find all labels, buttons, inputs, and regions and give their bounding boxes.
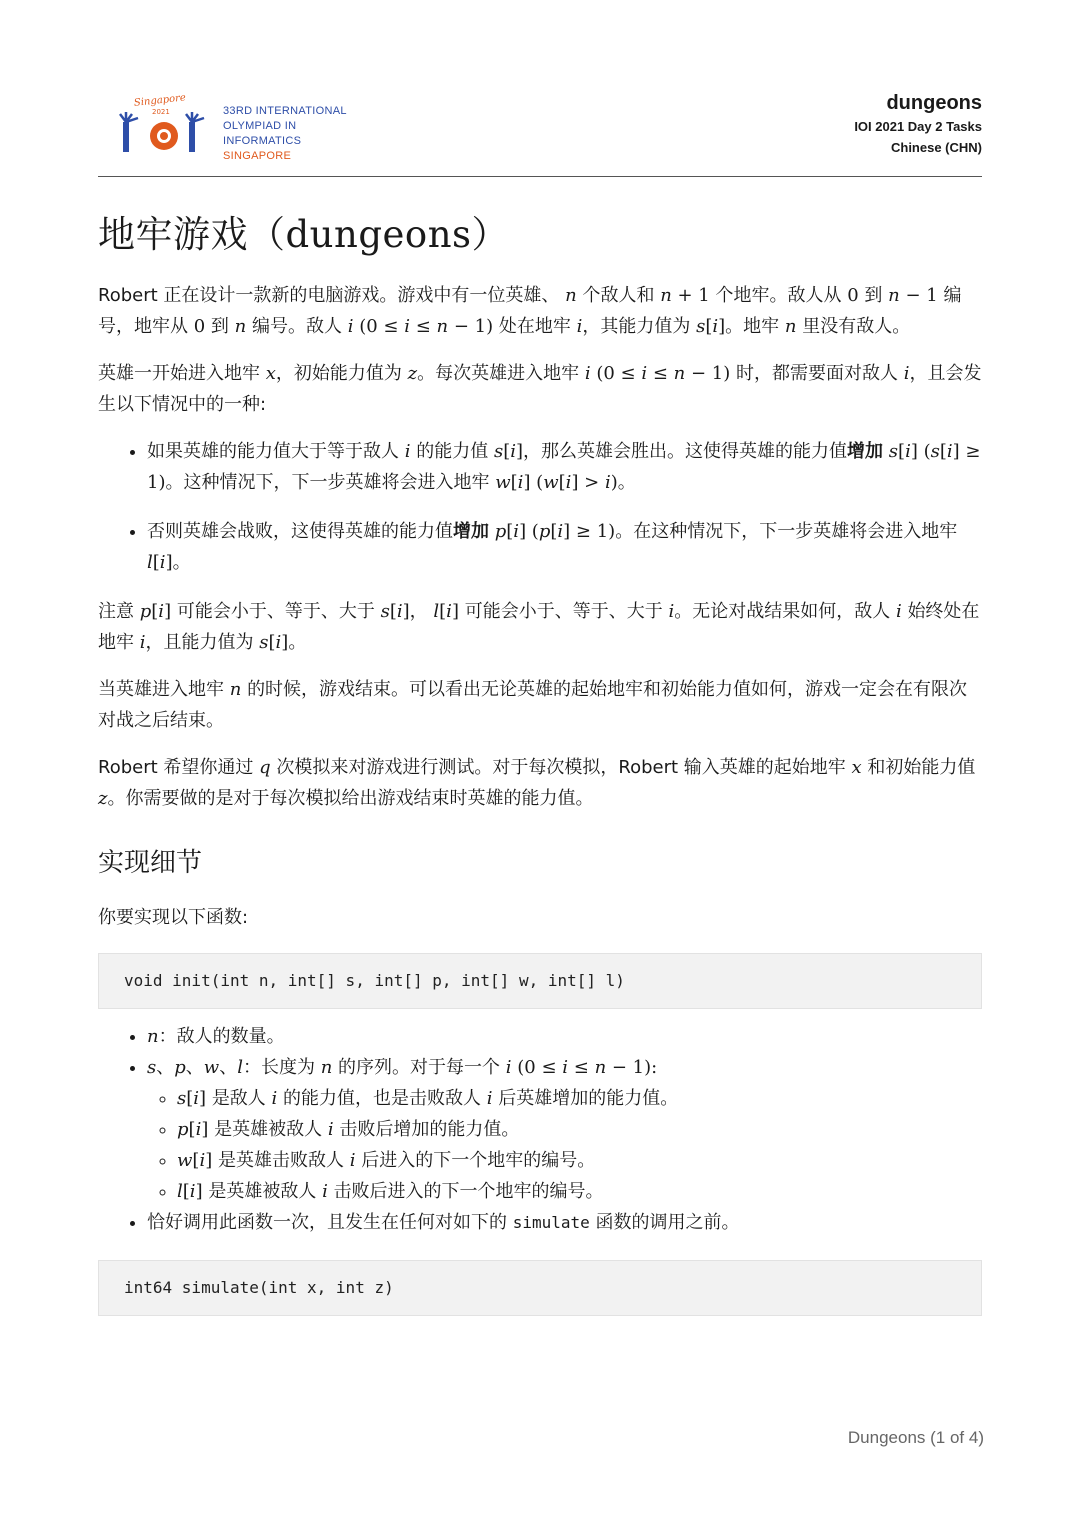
array-s: ◦ s[i] 是敌人 i 的能力值，也是击败敌人 i 后英雄增加的能力值。	[177, 1083, 982, 1114]
logo-line-3: SINGAPORE	[223, 150, 292, 162]
param-arrays: • s、p、w、l：长度为 n 的序列。对于每一个 i (0 ≤ i ≤ n − 1): ◦ s[i] 是敌人 i 的能力值，也是击败敌人 i 后英雄增加的能力值。 ◦ p[i] 是英雄被敌人 i 击败后增加的能力值。 ◦ w[i] 是英雄击败敌人 i 后进入的下一个地牢的编号。 ◦ l[i] 是英雄被敌人 i 击败后进入的下一个地牢的编号。	[147, 1052, 982, 1207]
init-signature: void init(int n, int[] s, int[] p, int[] w, int[] l)	[98, 953, 982, 1009]
page-footer: Dungeons (1 of 4)	[847, 1428, 984, 1447]
parameter-list	[98, 1021, 982, 1238]
svg-text:2021: 2021	[152, 108, 170, 116]
note-paragraph: 注意 p[i] 可能会小于、等于、大于 s[i]， l[i] 可能会小于、等于、大于 i。无论对战结果如何，敌人 i 始终处在地牢 i，且能力值为 s[i]。	[98, 601, 980, 653]
statement-body	[98, 206, 982, 1316]
page-header	[98, 88, 982, 177]
language-label: Chinese (CHN)	[890, 140, 982, 155]
implementation-heading: 实现细节	[98, 848, 203, 878]
array-descriptions	[147, 1083, 982, 1207]
param-n: • n：敌人的数量。	[147, 1021, 982, 1052]
win-case: • 如果英雄的能力值大于等于敌人 i 的能力值 s[i]，那么英雄会胜出。这使得英雄的能力值增加 s[i] (s[i] ≥ 1)。这种情况下，下一步英雄将会进入地牢 w[i] (w[i] > i)。	[147, 436, 982, 498]
task-name: dungeons	[886, 92, 982, 114]
simulation-paragraph: Robert 希望你通过 q 次模拟来对游戏进行测试。对于每次模拟，Robert 输入英雄的起始地牢 x 和初始能力值 z。你需要做的是对于每次模拟给出游戏结束时英雄的能力值。	[98, 757, 976, 809]
intro-paragraph: Robert 正在设计一款新的电脑游戏。游戏中有一位英雄、 n 个敌人和 n + 1 个地牢。敌人从 0 到 n − 1 编号，地牢从 0 到 n 编号。敌人 i (0 ≤ i ≤ n − 1) 处在地牢 i，其能力值为 s[i]。地牢 n 里没有敌人。	[98, 285, 962, 337]
page-title: 地牢游戏（dungeons）	[98, 213, 510, 256]
array-w: ◦ w[i] 是英雄击败敌人 i 后进入的下一个地牢的编号。	[177, 1145, 982, 1176]
logo-line-1: 33RD INTERNATIONAL	[223, 105, 347, 117]
lose-case: • 否则英雄会战败，这使得英雄的能力值增加 p[i] (p[i] ≥ 1)。在这种情况下，下一步英雄将会进入地牢 l[i]。	[147, 516, 982, 578]
task-info	[854, 90, 982, 158]
call-once-note: • 恰好调用此函数一次，且发生在任何对如下的 simulate 函数的调用之前。	[147, 1207, 982, 1238]
ioi-logo	[112, 92, 362, 162]
array-p: ◦ p[i] 是英雄被敌人 i 击败后增加的能力值。	[177, 1114, 982, 1145]
svg-text:Singapore: Singapore	[133, 92, 187, 109]
logo-caption	[223, 104, 362, 164]
end-paragraph: 当英雄进入地牢 n 的时候，游戏结束。可以看出无论英雄的起始地牢和初始能力值如何，游戏一定会在有限次对战之后结束。	[98, 679, 968, 731]
implementation-intro: 你要实现以下函数:	[98, 907, 249, 928]
array-l: ◦ l[i] 是英雄被敌人 i 击败后进入的下一个地牢的编号。	[177, 1176, 982, 1207]
contest-label: IOI 2021 Day 2 Tasks	[854, 119, 982, 134]
outcome-list	[98, 436, 982, 578]
simulate-signature: int64 simulate(int x, int z)	[98, 1260, 982, 1316]
ioi-emblem-icon	[112, 92, 222, 158]
logo-line-2: OLYMPIAD IN INFORMATICS	[223, 120, 302, 147]
enter-paragraph: 英雄一开始进入地牢 x，初始能力值为 z。每次英雄进入地牢 i (0 ≤ i ≤ n − 1) 时，都需要面对敌人 i，且会发生以下情况中的一种:	[98, 363, 982, 415]
